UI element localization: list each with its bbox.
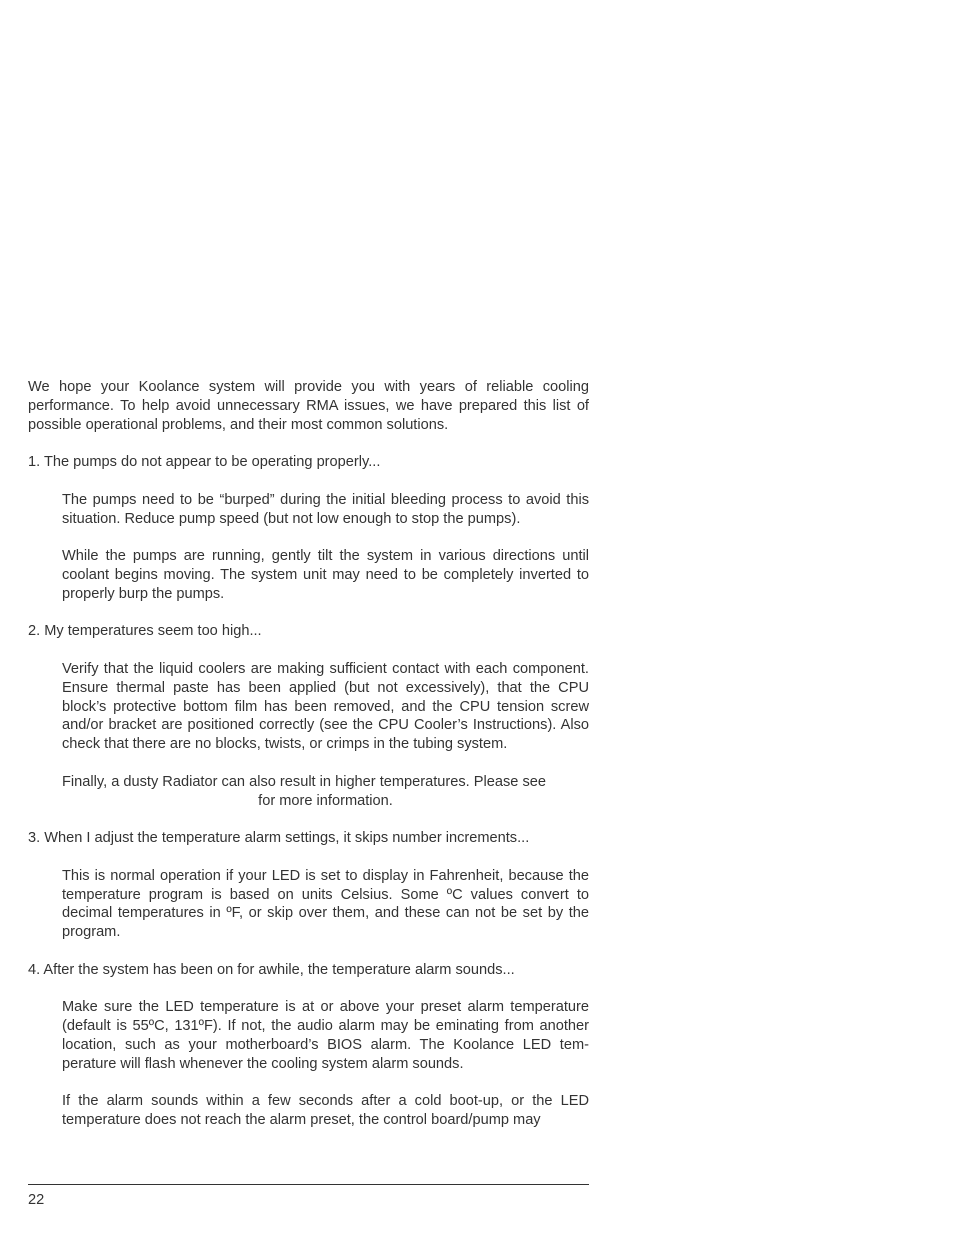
answer-2-paragraph-2 [62,773,589,811]
page-number: 22 [28,1192,45,1208]
answer-4-paragraph-2: If the alarm sounds within a few seconds after a cold boot-up, or the LED temperature does not reach the alarm preset, the control board/pump may [62,1093,589,1129]
document-body [28,378,589,1130]
answer-2-paragraph-2-text: Finally, a dusty Radiator can also result in higher temperatures. Please see [62,773,547,790]
answer-1-paragraph-1: The pumps need to be “burped” during the initial bleeding process to avoid this situation. Reduce pump speed (but not low enough to stop the pumps). [62,491,589,527]
intro-paragraph: We hope your Koolance system will provide you with years of reliable cooling performance. To help avoid unnecessary RMA issues, we have prepared this list of possible operational problems, and their most common solutions. [28,379,589,433]
answer-1-paragraph-2: While the pumps are running, gently tilt the system in various directions until coolant begins moving. The system unit may need to be completely inverted to properly burp the pumps. [62,548,589,602]
answer-2-paragraph-2-tail: for more information. [258,792,393,809]
answer-3-paragraph-1: This is normal operation if your LED is set to display in Fahrenheit, because the temperature program is based on units Celsius. Some ºC values convert to decimal temperatures in ºF, or skip over them, and these can not be set by the program. [62,867,589,941]
answer-4-paragraph-1: Make sure the LED temperature is at or above your preset alarm temperature (default is 55ºC, 131ºF). If not, the audio alarm may be eminating from another location, such as your motherboard’s BIOS alarm. The Koolance LED tem-perature will flash whenever the cooling system alarm sounds. [62,999,589,1072]
answer-2-paragraph-1: Verify that the liquid coolers are making sufficient contact with each component. Ensure thermal paste has been applied (but not excessively), that the CPU block’s protective bottom film has been removed, and the CPU tension screw and/or bracket are positioned correctly (see the CPU Cooler’s Instructions). Also check that there are no blocks, twists, or crimps in the tubing system. [62,660,589,753]
question-4: 4. After the system has been on for awhile, the temperature alarm sounds... [28,961,515,978]
question-2: 2. My temperatures seem too high... [28,623,262,640]
question-3: 3. When I adjust the temperature alarm settings, it skips number increments... [28,830,530,847]
footer-rule [28,1184,589,1185]
question-1: 1. The pumps do not appear to be operating properly... [28,454,381,471]
